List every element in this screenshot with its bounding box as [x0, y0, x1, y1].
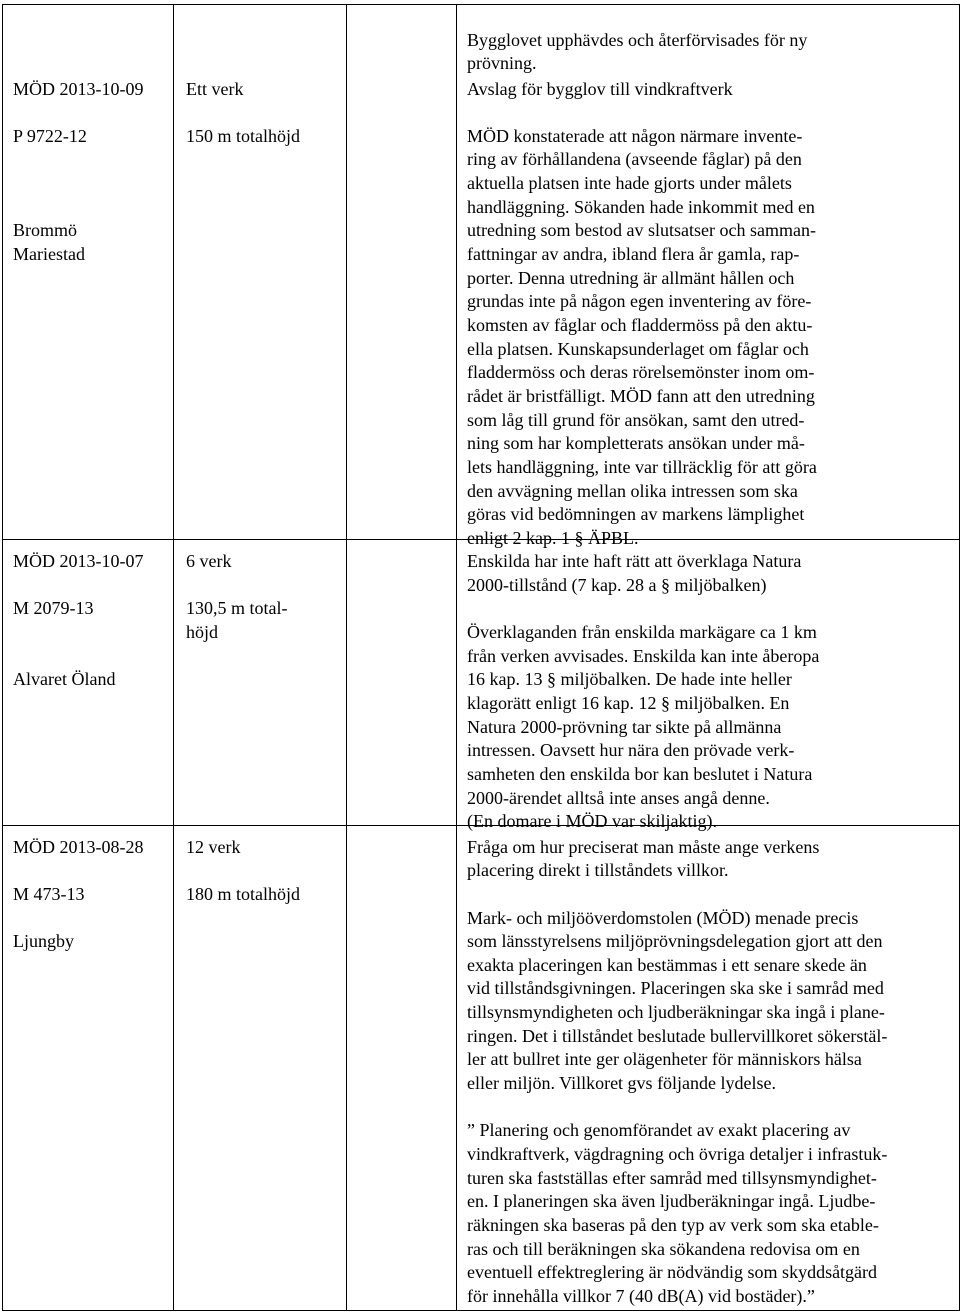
ruling-line: ringen. Det i tillståndet beslutade bullervillkoret sökerstäl-	[467, 1026, 888, 1046]
ruling-line: vid tillståndsgivningen. Placeringen ska ske i samråd med	[467, 978, 884, 998]
ruling-line: 2000-tillstånd (7 kap. 28 a § miljöbalken)	[467, 575, 767, 595]
case-date: MÖD 2013-08-28	[13, 837, 144, 857]
turbine-height: 150 m totalhöjd	[186, 126, 300, 146]
ruling-line: ler att bullret inte ger olägenheter för människors hälsa	[467, 1049, 862, 1069]
ruling-line: Avslag för bygglov till vindkraftverk	[467, 79, 733, 99]
ruling-line: turen ska fastställas efter samråd med tillsynsmyndighet-	[467, 1168, 877, 1188]
case-number: M 2079-13	[13, 598, 94, 618]
ruling-cell	[457, 826, 960, 1311]
ruling-line: MÖD konstaterade att någon närmare invente-	[467, 126, 803, 146]
ruling-line: enligt 2 kap. 1 § ÄPBL.	[467, 528, 639, 548]
ruling-line: från verken avvisades. Enskilda kan inte åberopa	[467, 646, 820, 666]
ruling-line: placering direkt i tillståndets villkor.	[467, 860, 729, 880]
project-cell	[174, 5, 347, 540]
ruling-line: eventuell effektreglering är nödvändig som skyddsåtgärd	[467, 1262, 878, 1282]
table-row	[3, 826, 960, 1311]
table-row	[3, 540, 960, 826]
ruling-line: lets handläggning, inte var tillräcklig för att göra	[467, 457, 817, 477]
ruling-line: prövning.	[467, 53, 537, 73]
ruling-line: ring av förhållandena (avseende fåglar) på den	[467, 149, 802, 169]
case-cell	[3, 540, 174, 826]
ruling-cell	[457, 5, 960, 548]
case-location: Brommö	[13, 220, 78, 240]
ruling-line: den avvägning mellan olika intressen som ska	[467, 481, 798, 501]
ruling-line: klagorätt enligt 16 kap. 12 § miljöbalken. En	[467, 693, 790, 713]
ruling-line: 2000-ärendet alltså inte anses angå denne.	[467, 788, 770, 808]
ruling-line: fladdermöss och deras rörelsemönster inom om-	[467, 362, 815, 382]
case-location: Ljungby	[13, 931, 74, 951]
ruling-line: porter. Denna utredning är allmänt hållen och	[467, 268, 795, 288]
ruling-line: exakta placeringen kan bestämmas i ett senare skede än	[467, 955, 867, 975]
ruling-line: 16 kap. 13 § miljöbalken. De hade inte heller	[467, 669, 792, 689]
ruling-line: aktuella platsen inte hade gjorts under målets	[467, 173, 792, 193]
ruling-line: ning som har kompletterats ansökan under må-	[467, 433, 805, 453]
ruling-line: Enskilda har inte haft rätt att överklaga Natura	[467, 551, 802, 571]
ruling-line: ras och till beräkningen ska sökandena redovisa om en	[467, 1239, 860, 1259]
ruling-line: som låg till grund för ansökan, samt den utred-	[467, 410, 805, 430]
ruling-line: för innehålla villkor 7 (40 dB(A) vid bostäder).”	[467, 1286, 815, 1306]
ruling-line: samheten den enskilda bor kan beslutet i Natura	[467, 764, 813, 784]
case-cell	[3, 826, 174, 1311]
turbine-height: höjd	[186, 622, 219, 642]
ruling-line: Överklaganden från enskilda markägare ca 1 km	[467, 622, 817, 642]
ruling-line: som länsstyrelsens miljöprövningsdelegation gjort att den	[467, 931, 883, 951]
case-cell	[3, 5, 174, 540]
turbine-height: 130,5 m total-	[186, 598, 288, 618]
empty-cell	[347, 5, 457, 540]
project-cell	[174, 826, 347, 1311]
ruling-line: Natura 2000-prövning tar sikte på allmänna	[467, 717, 782, 737]
ruling-line: vindkraftverk, vägdragning och övriga detaljer i infrastuk-	[467, 1144, 888, 1164]
ruling-line: Bygglovet upphävdes och återförvisades för ny	[467, 30, 808, 50]
ruling-line: en. I planeringen ska även ljudberäkningar ingå. Ljudbe-	[467, 1191, 876, 1211]
case-location: Mariestad	[13, 244, 85, 264]
court-cases-table	[2, 4, 960, 1311]
case-date: MÖD 2013-10-07	[13, 551, 144, 571]
ruling-line: ella platsen. Kunskapsunderlaget om fåglar och	[467, 339, 809, 359]
case-number: M 473-13	[13, 884, 85, 904]
turbine-count: 6 verk	[186, 551, 232, 571]
ruling-line: Fråga om hur preciserat man måste ange verkens	[467, 837, 820, 857]
ruling-cell	[457, 540, 960, 831]
turbine-count: 12 verk	[186, 837, 241, 857]
project-cell	[174, 540, 347, 826]
case-number: P 9722-12	[13, 126, 87, 146]
ruling-line: utredning som bestod av slutsatser och samman-	[467, 220, 816, 240]
ruling-line: grundas inte på någon egen inventering av före-	[467, 291, 812, 311]
ruling-line: (En domare i MÖD var skiljaktig).	[467, 811, 717, 831]
ruling-line: göras vid bedömningen av markens lämplighet	[467, 504, 805, 524]
ruling-line: ” Planering och genomförandet av exakt placering av	[467, 1120, 851, 1140]
ruling-line: handläggning. Sökanden hade inkommit med en	[467, 197, 815, 217]
ruling-line: tillsynsmyndigheten och ljudberäkningar ska ingå i plane-	[467, 1002, 885, 1022]
table-row	[3, 5, 960, 540]
ruling-line: räkningen ska baseras på den typ av verk som ska etable-	[467, 1215, 879, 1235]
ruling-line: eller miljön. Villkoret gvs följande lydelse.	[467, 1073, 777, 1093]
ruling-line: Mark- och miljööverdomstolen (MÖD) menade precis	[467, 908, 859, 928]
ruling-line: komsten av fåglar och fladdermöss på den aktu-	[467, 315, 813, 335]
turbine-height: 180 m totalhöjd	[186, 884, 300, 904]
empty-cell	[347, 826, 457, 1311]
empty-cell	[347, 540, 457, 826]
case-date: MÖD 2013-10-09	[13, 79, 144, 99]
ruling-line: fattningar av andra, ibland flera år gamla, rap-	[467, 244, 800, 264]
case-location: Alvaret Öland	[13, 669, 116, 689]
ruling-line: intressen. Oavsett hur nära den prövade verk-	[467, 740, 795, 760]
ruling-line: rådet är bristfälligt. MÖD fann att den utredning	[467, 386, 815, 406]
turbine-count: Ett verk	[186, 79, 244, 99]
